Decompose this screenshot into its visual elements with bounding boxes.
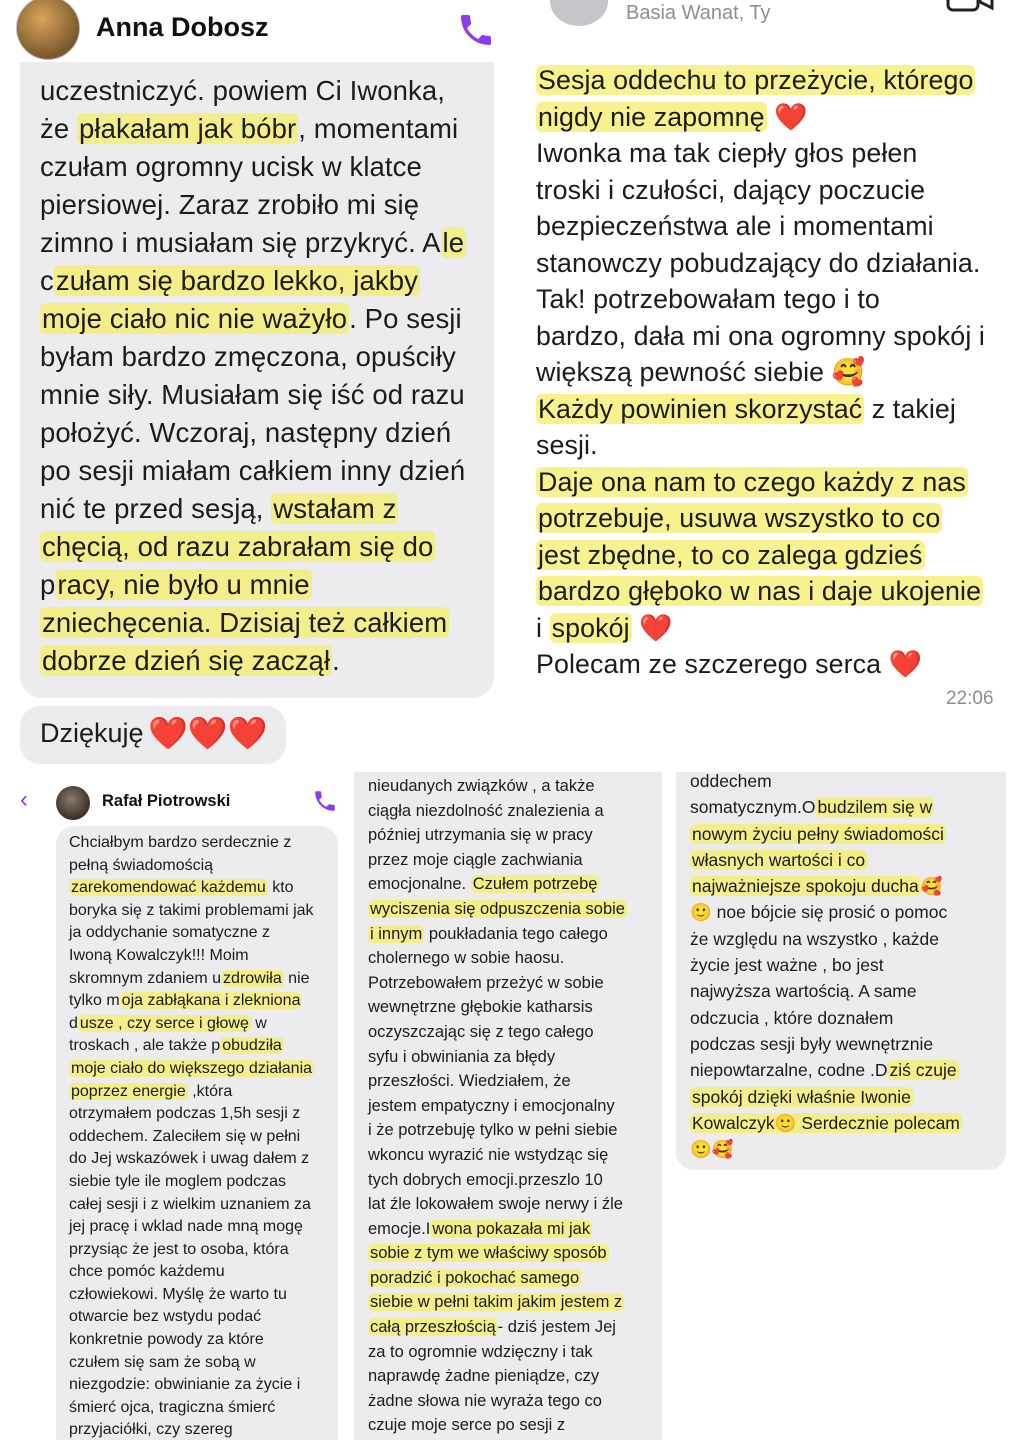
line-text: po sesji miałam całkiem inny dzień — [40, 455, 466, 486]
message-line — [536, 573, 985, 610]
message-line — [69, 968, 314, 991]
highlighted-text: zułam się bardzo lekko, jakby — [55, 265, 418, 296]
line-text-after: z takiej — [864, 393, 956, 424]
message-line — [69, 1306, 314, 1329]
avatar[interactable] — [16, 0, 80, 60]
line-text: piersiowej. Zaraz zrobiło mi się — [40, 189, 420, 220]
message-line — [368, 1118, 627, 1143]
message-text — [690, 772, 962, 1162]
line-text-after: ❤️ — [766, 101, 808, 132]
message-text — [40, 72, 466, 680]
line-text: położyć. Wczoraj, następny dzień — [40, 417, 452, 448]
message-line — [690, 926, 962, 952]
line-text: bardzo, dała mi ona ogromny spokój i — [536, 320, 985, 351]
line-text-after: ❤️ — [631, 612, 673, 643]
line-text: Potrzebowałem przeżyć w sobie — [368, 973, 604, 992]
message-line — [690, 1136, 962, 1162]
message-line — [40, 414, 466, 452]
highlighted-text: racy, nie było u mnie — [57, 569, 310, 600]
highlighted-text: budzilem się w — [817, 797, 933, 818]
highlighted-text: spokój — [551, 612, 630, 643]
line-text: stanowczy pobudzający do działania. — [536, 247, 981, 278]
message-line — [69, 1035, 314, 1058]
message-line — [69, 1397, 314, 1420]
message-line — [690, 794, 962, 820]
line-text: 🙂 noe bójcie się prosić o pomoc — [690, 902, 948, 923]
message-line — [536, 464, 985, 501]
line-text: niezgodzie: obwinianie za życie i — [69, 1376, 301, 1394]
highlighted-text: całą przeszłością — [370, 1318, 496, 1337]
line-text: otrzymałem podczas 1,5h sesji z — [69, 1105, 301, 1123]
message-line — [69, 1148, 314, 1171]
message-line — [368, 1413, 627, 1438]
highlighted-text: poradzić i pokochać samego — [370, 1268, 580, 1287]
message-line — [690, 1031, 962, 1057]
chat-header — [522, 0, 1018, 36]
message-line — [690, 847, 962, 873]
line-text: że względu na wszystko , każde — [690, 928, 940, 949]
highlighted-text: poprzez energie — [71, 1082, 186, 1100]
highlighted-text: ziś czuje — [889, 1060, 957, 1081]
message-line — [368, 897, 627, 922]
highlighted-text: le — [442, 227, 465, 258]
message-line — [690, 978, 962, 1004]
message-line — [368, 1217, 627, 1242]
avatar[interactable] — [56, 786, 90, 820]
message-line — [69, 1239, 314, 1262]
highlighted-text: Kowalczyk🙂 Serdecznie polecam — [692, 1112, 960, 1133]
message-line — [536, 281, 985, 318]
highlighted-text: Daje ona nam to czego każdy z nas — [538, 466, 966, 497]
message-line — [40, 148, 466, 186]
contact-name[interactable]: Anna Dobosz — [96, 12, 269, 42]
message-line — [536, 537, 985, 574]
line-text: somatycznym.O — [690, 797, 816, 818]
highlighted-text: sobie z tym we właściwy sposób — [370, 1244, 607, 1263]
message-line — [368, 922, 627, 947]
message-line — [40, 224, 466, 262]
highlighted-text: jest zbędne, to co zalega gdzieś — [538, 539, 923, 570]
message-line — [536, 208, 985, 245]
message-line — [40, 262, 466, 300]
line-text: tylko m — [69, 992, 120, 1010]
message-line — [368, 1143, 627, 1168]
message-line — [368, 971, 627, 996]
line-text: 🙂🥰 — [690, 1139, 734, 1160]
message-line — [368, 1389, 627, 1414]
line-text: później utrzymania się w pracy — [368, 826, 593, 845]
line-text-after: . Po sesji — [349, 303, 462, 334]
line-text: Tak! potrzebowałam tego i to — [536, 284, 880, 314]
message-line — [69, 900, 314, 923]
message-line — [368, 1266, 627, 1291]
line-text: pełną świadomością — [69, 856, 214, 874]
message-line — [69, 1081, 314, 1104]
highlighted-text: Sesja oddechu to przeżycie, którego — [538, 65, 974, 95]
message-text — [368, 774, 627, 1438]
line-text: żadne słowa nie wyraża tego co — [368, 1391, 602, 1410]
highlighted-text: zdrowiła — [223, 969, 282, 987]
message-line — [690, 1110, 962, 1136]
line-text: sesji. — [536, 430, 598, 460]
line-text: chce pomóc każdemu — [69, 1263, 225, 1281]
message-line — [69, 922, 314, 945]
line-text: niepowtarzalne, codne .D — [690, 1060, 888, 1081]
line-text: mnie siły. Musiałam się iść od razu — [40, 379, 465, 410]
line-text: d — [69, 1014, 78, 1032]
message-line — [368, 995, 627, 1020]
message-line — [690, 1005, 962, 1031]
line-text: nić te przed sesją, — [40, 493, 272, 524]
thanks-bubble — [20, 706, 286, 764]
line-text: jej pracę i wklad nade mną mogę — [69, 1218, 303, 1236]
line-text: otwarcie bez wstydu podać — [69, 1308, 262, 1326]
line-text: oczyszczając się z tego całego — [368, 1022, 594, 1041]
highlighted-text: siebie w pełni takim jakim jestem z — [370, 1293, 623, 1312]
message-line — [69, 1261, 314, 1284]
message-line — [69, 945, 314, 968]
heart-icon: ❤️❤️❤️ — [148, 715, 268, 751]
line-text-after: w — [250, 1014, 267, 1032]
highlighted-text: nowym życiu pełny świadomości — [692, 823, 944, 844]
contact-name[interactable]: Rafał Piotrowski — [102, 792, 231, 810]
message-line — [536, 646, 985, 683]
thanks-text: Dziękuję — [40, 718, 144, 748]
highlighted-text: wyciszenia się odpuszczenia sobie — [370, 899, 625, 918]
line-text: Polecam ze szczerego serca ❤️ — [536, 649, 923, 679]
line-text: całej sesji i z wielkim uznaniem za — [69, 1195, 311, 1213]
message-line — [536, 99, 985, 136]
line-text: odczucia , które doznałem — [690, 1007, 894, 1028]
line-text: większą pewność siebie 🥰 — [536, 357, 866, 387]
line-text: oddechem. Zaleciłem się w pełni — [69, 1127, 301, 1145]
chat-participants[interactable]: Basia Wanat, Ty — [626, 2, 771, 24]
line-text-after: - dziś jestem Jej — [497, 1318, 616, 1337]
message-line — [690, 899, 962, 925]
line-text: przez moje ciągle zachwiania — [368, 850, 583, 869]
highlighted-text: spokój dzięki właśnie Iwonie — [692, 1086, 911, 1107]
message-line — [40, 642, 466, 680]
line-text: czułam ogromny ucisk w klatce — [40, 151, 422, 182]
line-text: syfu i obwiniania za błędy — [368, 1047, 556, 1066]
message-line — [368, 1315, 627, 1340]
line-text-after: poukładania tego całego — [424, 924, 608, 943]
line-text: p — [40, 569, 56, 600]
line-text: uczestniczyć. powiem Ci Iwonka, — [40, 75, 446, 106]
message-line — [69, 1352, 314, 1375]
message-line — [536, 354, 985, 391]
phone-icon[interactable] — [456, 10, 496, 50]
line-text: troskach , ale także p — [69, 1037, 221, 1055]
highlighted-text: dobrze dzień się zaczął — [42, 645, 331, 676]
phone-icon[interactable] — [312, 788, 338, 814]
line-text: czuje moje serce po sesji z — [368, 1416, 566, 1435]
back-chevron-icon[interactable]: ‹ — [20, 786, 28, 813]
highlighted-text: chęcią, od razu zabrałam się do — [42, 531, 434, 562]
line-text: troski i czułości, dający poczucie — [536, 174, 926, 205]
message-line — [536, 245, 985, 282]
message-line — [536, 318, 985, 355]
chat-panel-basia — [522, 0, 1018, 770]
message-bubble — [20, 30, 494, 698]
message-line — [536, 172, 985, 209]
message-line — [69, 1126, 314, 1149]
line-text-after: nie — [283, 969, 310, 987]
line-text: siebie tyle ile moglem podczas — [69, 1172, 286, 1190]
line-text: czułem się sam że sobą w — [69, 1353, 256, 1371]
highlighted-text: Każdy powinien skorzystać — [538, 393, 863, 424]
message-line — [69, 1171, 314, 1194]
line-text: ja oddychanie somatyczne z — [69, 924, 270, 942]
line-text: emocjonalne. — [368, 875, 471, 894]
message-line — [69, 1374, 314, 1397]
message-line — [69, 1013, 314, 1036]
message-line — [69, 832, 314, 855]
highlighted-text: moje ciało do większego działania — [71, 1059, 313, 1077]
message-line — [368, 1045, 627, 1070]
message-line — [368, 848, 627, 873]
line-text: wkoncu wyrazić nie wstydząc się — [368, 1145, 609, 1164]
message-line — [69, 877, 314, 900]
chat-header — [0, 0, 505, 62]
line-text-after: kto — [267, 879, 294, 897]
message-line — [536, 135, 985, 172]
line-text: do Jej wskazówek i uwag dałem z — [69, 1150, 310, 1168]
message-timestamp: 22:06 — [946, 688, 994, 709]
message-line — [368, 1241, 627, 1266]
line-text: oddechem — [690, 772, 772, 791]
message-line — [368, 799, 627, 824]
line-text: i że potrzebuję tylko w pełni siebie — [368, 1121, 618, 1140]
highlighted-text: własnych wartości i co — [692, 849, 866, 870]
message-line — [368, 1020, 627, 1045]
line-text: boryka się z takimi problemami jak — [69, 901, 314, 919]
line-text: za to ogromnie wdzięczny i tak — [368, 1342, 593, 1361]
line-text: naprawdę żadne pieniądze, czy — [368, 1367, 600, 1386]
line-text: zimno i musiałam się przykryć. A — [40, 227, 441, 258]
line-text: Iwonka ma tak ciepły głos pełen — [536, 138, 918, 168]
highlighted-text: potrzebuje, usuwa wszystko to co — [538, 503, 941, 533]
message-line — [40, 110, 466, 148]
message-line — [69, 1284, 314, 1307]
highlighted-text: wstałam z — [273, 493, 397, 524]
message-line — [69, 1329, 314, 1352]
message-line — [40, 186, 466, 224]
line-text-after: 🥰 — [920, 876, 943, 897]
message-line — [40, 376, 466, 414]
message-line — [690, 772, 962, 794]
message-line — [368, 946, 627, 971]
line-text: że — [40, 113, 77, 144]
line-text: c — [40, 265, 54, 296]
message-line — [40, 528, 466, 566]
message-line — [536, 62, 985, 99]
message-line — [690, 952, 962, 978]
message-line — [69, 1058, 314, 1081]
highlighted-text: bardzo głęboko w nas i daje ukojenie — [538, 576, 982, 606]
video-call-icon[interactable] — [946, 0, 996, 14]
line-text: skromnym zdaniem u — [69, 969, 222, 987]
chat-panel-continuation-2 — [676, 772, 1006, 1172]
line-text: człowiekowi. Myślę że warto tu — [69, 1285, 287, 1303]
line-text: lat źle lokowałem swoje nerwy i źle — [368, 1195, 623, 1214]
message-line — [69, 990, 314, 1013]
group-avatar-icon[interactable] — [550, 0, 608, 26]
line-text: byłam bardzo zmęczona, opuściły — [40, 341, 456, 372]
line-text: jestem empatyczny i emocjonalny — [368, 1096, 615, 1115]
message-line — [368, 1340, 627, 1365]
message-line — [40, 72, 466, 110]
line-text: życie jest ważne , bo jest — [690, 955, 884, 976]
message-text — [536, 62, 985, 683]
message-line — [690, 1084, 962, 1110]
line-text: ciągła niezdolność znalezienia a — [368, 801, 604, 820]
line-text: nieudanych związków , a także — [368, 777, 595, 795]
line-text: cholernego w sobie haosu. — [368, 949, 565, 968]
message-bubble — [354, 772, 662, 1440]
message-line — [368, 823, 627, 848]
line-text: emocje.I — [368, 1219, 431, 1238]
line-text-after: , momentami — [298, 113, 459, 144]
line-text: Chciałbym bardzo serdecznie z — [69, 834, 292, 851]
line-text: przeszłości. Wiedziałem, że — [368, 1072, 571, 1091]
message-line — [536, 610, 985, 647]
line-text-after: ,która — [187, 1082, 233, 1100]
message-line — [69, 1419, 314, 1440]
message-line — [690, 821, 962, 847]
message-line — [368, 774, 627, 799]
line-text: wewnętrzne głębokie katharsis — [368, 998, 593, 1017]
message-line — [368, 872, 627, 897]
message-line — [690, 1057, 962, 1083]
highlighted-text: nigdy nie zapomnę — [538, 101, 765, 132]
line-text: przyjaciółki, czy szereg — [69, 1421, 233, 1439]
message-line — [368, 1094, 627, 1119]
line-text: najwyższa wartością. A same — [690, 981, 917, 1002]
message-line — [40, 490, 466, 528]
line-text: śmierć ojca, tragiczna śmierć — [69, 1398, 276, 1416]
message-line — [69, 1194, 314, 1217]
highlighted-text: i innym — [370, 924, 423, 943]
highlighted-text: moje ciało nic nie ważyło — [42, 303, 348, 334]
message-line — [69, 855, 314, 878]
message-line — [40, 452, 466, 490]
message-line — [368, 1364, 627, 1389]
message-line — [69, 1103, 314, 1126]
line-text: przysiąc że jest to osoba, która — [69, 1240, 289, 1258]
highlighted-text: wona pokazała mi jak — [432, 1219, 591, 1238]
highlighted-text: płakałam jak bóbr — [79, 113, 297, 144]
message-line — [536, 500, 985, 537]
message-line — [368, 1069, 627, 1094]
highlighted-text: zniechęcenia. Dzisiaj też całkiem — [42, 607, 448, 638]
chat-panel-rafal — [0, 772, 345, 1440]
line-text: tych dobrych emocji.przeszlo 10 — [368, 1170, 603, 1189]
line-text: i — [536, 612, 550, 643]
chat-panel-anna — [0, 0, 512, 770]
message-line — [69, 1216, 314, 1239]
chat-panel-continuation-1 — [354, 772, 664, 1440]
line-text: Iwoną Kowalczyk!!! Moim — [69, 946, 249, 964]
line-text: bezpieczeństwa ale i momentami — [536, 211, 934, 241]
highlighted-text: oja zabłąkana i zlekniona — [121, 992, 301, 1010]
message-line — [368, 1290, 627, 1315]
highlighted-text: usze , czy serce i głowę — [79, 1014, 249, 1032]
line-text: podczas sesji były wewnętrznie — [690, 1033, 934, 1054]
message-text — [69, 832, 314, 1440]
highlighted-text: zarekomendować każdemu — [71, 879, 266, 897]
message-line — [536, 391, 985, 428]
message-line — [40, 300, 466, 338]
message-bubble — [56, 826, 338, 1440]
message-line — [368, 1168, 627, 1193]
chat-header — [0, 772, 345, 824]
message-bubble — [676, 772, 1006, 1170]
message-line — [40, 604, 466, 642]
line-text: konkretnie powody za które — [69, 1331, 264, 1349]
line-text-after: . — [332, 645, 340, 676]
highlighted-text: Czułem potrzebę — [472, 875, 598, 894]
message-line — [536, 427, 985, 464]
message-line — [40, 338, 466, 376]
message-line — [368, 1192, 627, 1217]
highlighted-text: najważniejsze spokoju ducha — [692, 876, 919, 897]
message-line — [40, 566, 466, 604]
highlighted-text: obudziła — [222, 1037, 282, 1055]
message-line — [690, 873, 962, 899]
